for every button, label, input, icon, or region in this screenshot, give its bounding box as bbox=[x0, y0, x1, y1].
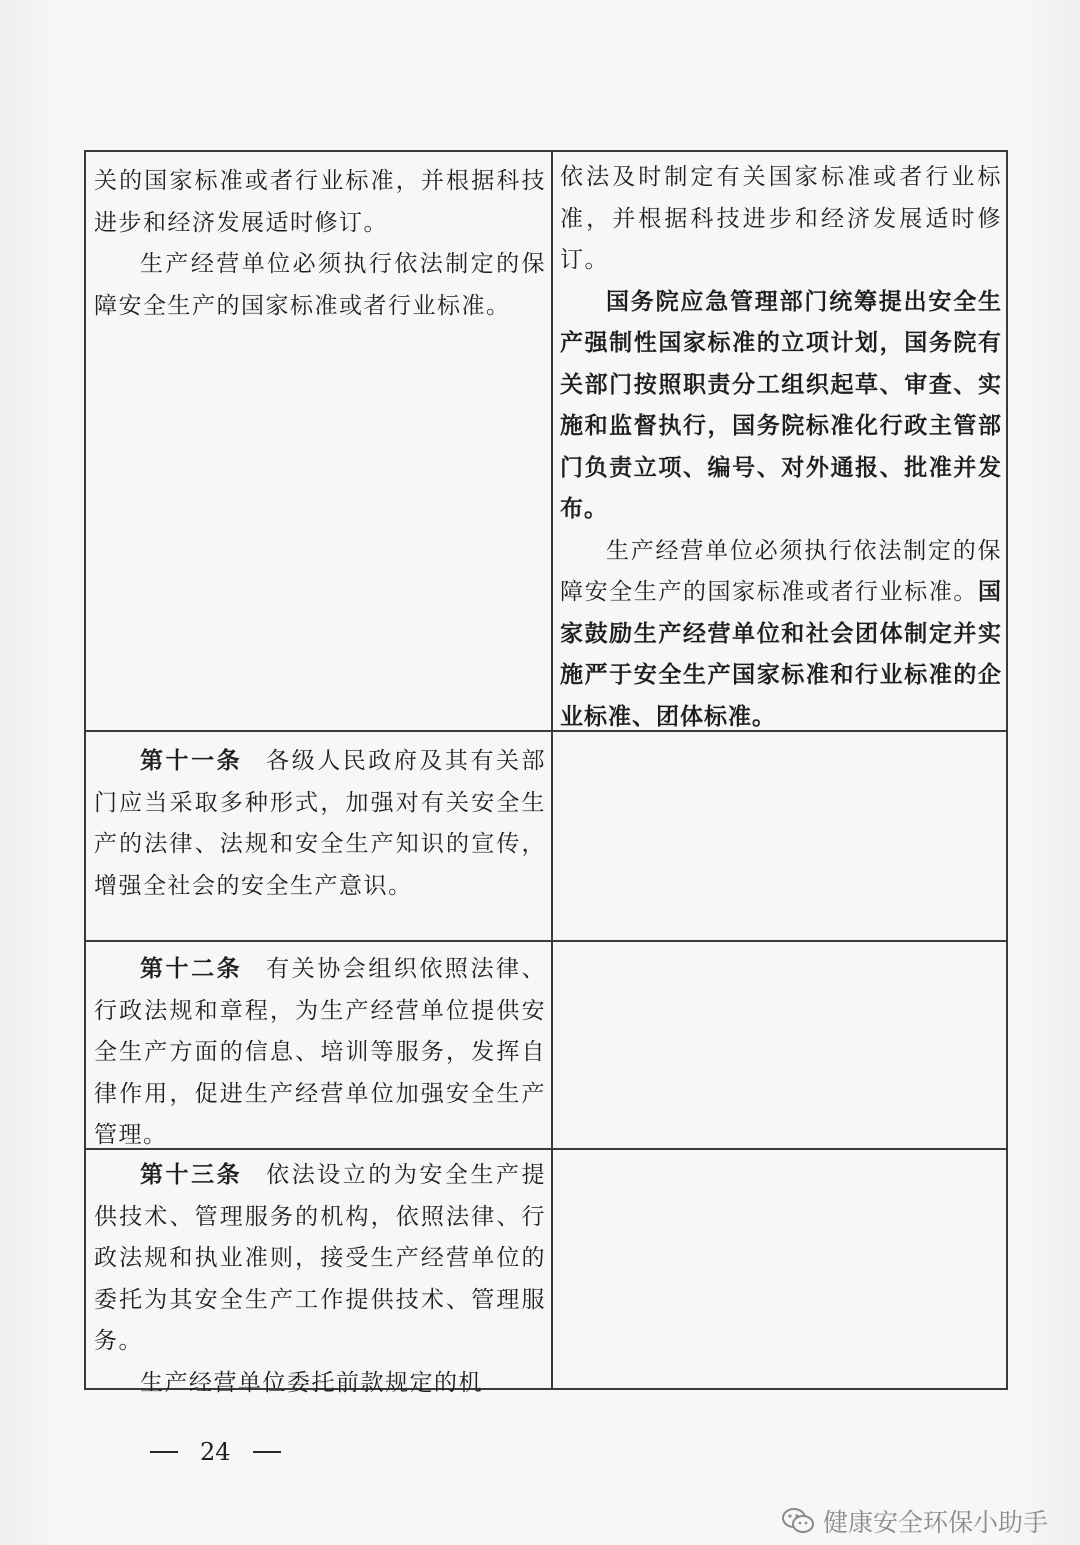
row1-right-cell bbox=[560, 157, 1002, 738]
dash bbox=[253, 1451, 281, 1453]
article-number: 第十二条 bbox=[140, 956, 243, 982]
article-text: 各级人民政府及其有关部门应当采取多种形式，加强对有关安全生产的法律、法规和安全生产知识的宣传，增强全社会的安全生产意识。 bbox=[94, 748, 547, 899]
article-paragraph bbox=[94, 949, 546, 1157]
watermark-text: 健康安全环保小助手 bbox=[822, 1508, 1048, 1537]
new-text-paragraph: 依法及时制定有关国家标准或者行业标准，并根据科技进步和经济发展适时修订。 bbox=[560, 164, 1002, 273]
article-paragraph: 生产经营单位委托前款规定的机 bbox=[140, 1369, 483, 1396]
article-number: 第十一条 bbox=[140, 748, 243, 774]
wechat-icon bbox=[781, 1506, 815, 1536]
article-text: 有关协会组织依照法律、行政法规和章程，为生产经营单位提供安全生产方面的信息、培训等服务，发挥自律作用，促进生产经营单位加强安全生产管理。 bbox=[94, 956, 547, 1148]
column-divider bbox=[551, 152, 553, 1388]
watermark bbox=[781, 1503, 1048, 1539]
new-text-paragraph bbox=[560, 531, 1002, 739]
old-text-paragraph: 关的国家标准或者行业标准，并根据科技进步和经济发展适时修订。 bbox=[94, 168, 546, 236]
row1-left-cell bbox=[94, 161, 546, 327]
new-text-normal: 生产经营单位必须执行依法制定的保障安全生产的国家标准或者行业标准。 bbox=[560, 537, 1002, 605]
article-number: 第十三条 bbox=[140, 1162, 243, 1188]
row-divider bbox=[86, 940, 1006, 942]
row4-left-cell bbox=[94, 1155, 546, 1404]
article-paragraph bbox=[94, 1155, 546, 1363]
article-paragraph bbox=[94, 741, 546, 907]
row3-left-cell bbox=[94, 949, 546, 1157]
page-number: 24 bbox=[200, 1438, 231, 1466]
new-text-bold-paragraph: 国务院应急管理部门统筹提出安全生产强制性国家标准的立项计划，国务院有关部门按照职责分工组织起草、审查、实施和监督执行，国务院标准化行政主管部门负责立项、编号、对外通报、批准并发布。 bbox=[560, 288, 1002, 522]
dash bbox=[150, 1451, 178, 1453]
row2-left-cell bbox=[94, 741, 546, 907]
comparison-table bbox=[84, 150, 1008, 1396]
old-text-paragraph: 生产经营单位必须执行依法制定的保障安全生产的国家标准或者行业标准。 bbox=[94, 251, 546, 319]
article-text: 依法设立的为安全生产提供技术、管理服务的机构，依照法律、行政法规和执业准则，接受生产经营单位的委托为其安全生产工作提供技术、管理服务。 bbox=[94, 1162, 547, 1354]
new-text-bold: 国家鼓励生产经营单位和社会团体制定并实施严于安全生产国家标准和行业标准的企业标准、团体标准。 bbox=[560, 579, 1002, 730]
